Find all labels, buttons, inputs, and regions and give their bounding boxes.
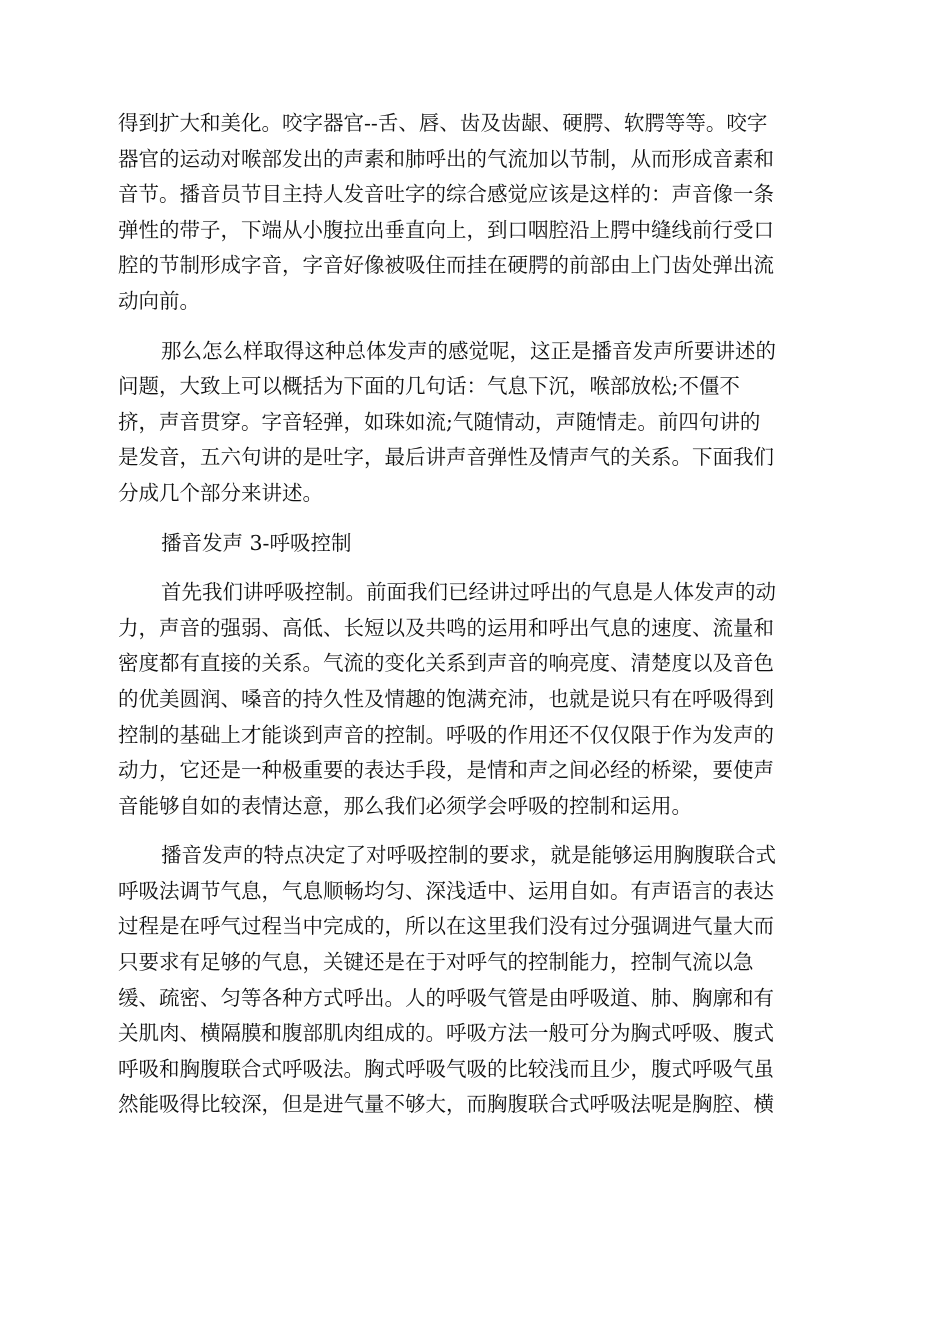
text-line: 那么怎么样取得这种总体发声的感觉呢，这正是播音发声所要讲述的 [161, 338, 776, 363]
text-line: 音能够自如的表情达意，那么我们必须学会呼吸的控制和运用。 [118, 793, 692, 818]
text-line: 音节。播音员节目主持人发音吐字的综合感觉应该是这样的：声音像一条 [118, 182, 774, 207]
text-line: 得到扩大和美化。咬字器官--舌、唇、齿及齿龈、硬腭、软腭等等。咬字 [118, 111, 768, 135]
text-line: 器官的运动对喉部发出的声素和肺呼出的气流加以节制，从而形成音素和 [118, 146, 774, 171]
text-line: 过程是在呼气过程当中完成的，所以在这里我们没有过分强调进气量大而 [118, 914, 774, 939]
paragraph-2 [118, 334, 832, 512]
text-line: 是发音，五六句讲的是吐字，最后讲声音弹性及情声气的关系。下面我们 [118, 445, 774, 470]
text-line: 动向前。 [118, 288, 200, 313]
paragraph-1 [118, 106, 832, 320]
text-line: 挤，声音贯穿。字音轻弹，如珠如流;气随情动，声随情走。前四句讲的 [118, 409, 761, 434]
text-line: 呼吸法调节气息，气息顺畅均匀、深浅适中、运用自如。有声语言的表达 [118, 878, 774, 903]
text-line: 分成几个部分来讲述。 [118, 480, 323, 505]
paragraph-4 [118, 838, 832, 1123]
text-line: 问题，大致上可以概括为下面的几句话：气息下沉，喉部放松;不僵不 [118, 374, 740, 399]
text-line: 力，声音的强弱、高低、长短以及共鸣的运用和呼出气息的速度、流量和 [118, 615, 774, 640]
section-heading: 播音发声 3-呼吸控制 [161, 530, 352, 555]
text-line: 的优美圆润、嗓音的持久性及情趣的饱满充沛，也就是说只有在呼吸得到 [118, 686, 774, 711]
text-line: 缓、疏密、匀等各种方式呼出。人的呼吸气管是由呼吸道、肺、胸廓和有 [118, 985, 774, 1010]
text-line: 腔的节制形成字音，字音好像被吸住而挂在硬腭的前部由上门齿处弹出流 [118, 253, 774, 278]
text-line: 控制的基础上才能谈到声音的控制。呼吸的作用还不仅仅限于作为发声的 [118, 722, 774, 747]
text-line: 播音发声的特点决定了对呼吸控制的要求，就是能够运用胸腹联合式 [161, 843, 776, 868]
text-line: 动力，它还是一种极重要的表达手段，是情和声之间必经的桥梁，要使声 [118, 758, 774, 783]
text-line: 密度都有直接的关系。气流的变化关系到声音的响亮度、清楚度以及音色 [118, 651, 774, 676]
text-line: 关肌肉、横隔膜和腹部肌肉组成的。呼吸方法一般可分为胸式呼吸、腹式 [118, 1021, 774, 1046]
text-line: 然能吸得比较深，但是进气量不够大，而胸腹联合式呼吸法呢是胸腔、横 [118, 1092, 774, 1117]
document-body [118, 106, 832, 1123]
text-line: 只要求有足够的气息，关键还是在于对呼气的控制能力，控制气流以急 [118, 950, 754, 975]
text-line: 呼吸和胸腹联合式呼吸法。胸式呼吸气吸的比较浅而且少，腹式呼吸气虽 [118, 1056, 774, 1081]
paragraph-3 [118, 575, 832, 824]
text-line: 弹性的带子，下端从小腹拉出垂直向上，到口咽腔沿上腭中缝线前行受口 [118, 217, 774, 242]
text-line: 首先我们讲呼吸控制。前面我们已经讲过呼出的气息是人体发声的动 [161, 580, 776, 605]
